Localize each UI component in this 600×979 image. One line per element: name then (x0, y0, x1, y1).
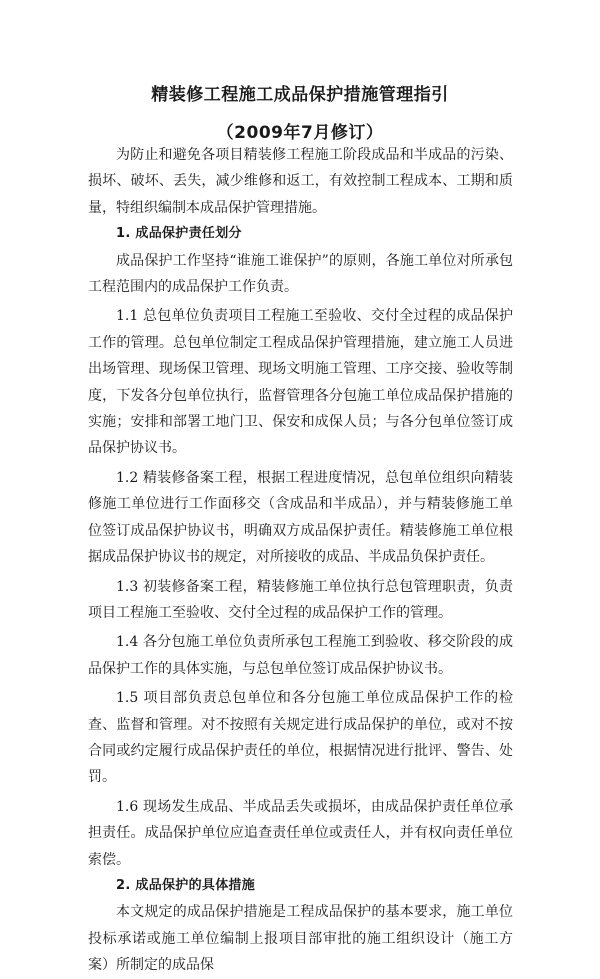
intro-paragraph: 为防止和避免各项目精装修工程施工阶段成品和半成品的污染、损坏、破坏、丢失，减少维修和返工，有效控制工程成本、工期和质量，特组织编制本成品保护管理措施。 (88, 147, 513, 216)
document-subtitle: （2009年7月修订） (216, 123, 384, 143)
clause-1-4-paragraph: 1.4 各分包施工单位负责所承包工程施工到验收、移交阶段的成品保护工作的具体实施，与总包单位签订成品保护协议书。 (88, 634, 513, 677)
section-heading-2: 2. 成品保护的具体措施 (116, 877, 256, 893)
clause-1-5-paragraph: 1.5 项目部负责总包单位和各分包施工单位成品保护工作的检查、监督和管理。对不按照有关规定进行成品保护的单位，或对不按合同或约定履行成品保护责任的单位，根据情况进行批评、警告、处罚。 (88, 690, 513, 786)
section-2-intro-paragraph: 本文规定的成品保护措施是工程成品保护的基本要求，施工单位投标承诺或施工单位编制上报项目部审批的施工组织设计（施工方案）所制定的成品保 (88, 904, 513, 974)
clause-1-2-paragraph: 1.2 精装修备案工程，根据工程进度情况，总包单位组织向精装修施工单位进行工作面移交（含成品和半成品），并与精装修施工单位签订成品保护协议书，明确双方成品保护责任。精装修施工单位根据成品保护协议书的规定，对所接收的成品、半成品负保护责任。 (88, 469, 513, 566)
clause-1-6-paragraph: 1.6 现场发生成品、半成品丢失或损坏，由成品保护责任单位承担责任。成品保护单位应追查责任单位或责任人，并有权向责任单位索偿。 (88, 798, 513, 868)
section-1-intro-paragraph: 成品保护工作坚持“谁施工谁保护”的原则，各施工单位对所承包工程范围内的成品保护工作负责。 (88, 252, 513, 296)
document-title: 精装修工程施工成品保护措施管理指引 (151, 85, 449, 105)
document-body (88, 142, 513, 979)
clause-1-3-paragraph: 1.3 初装修备案工程，精装修施工单位执行总包管理职责，负责项目工程施工至验收、交付全过程的成品保护工作的管理。 (88, 578, 513, 621)
section-heading-1: 1. 成品保护责任划分 (116, 226, 242, 242)
clause-1-1-paragraph: 1.1 总包单位负责项目工程施工至验收、交付全过程的成品保护工作的管理。总包单位制定工程成品保护管理措施，建立施工人员进出场管理、现场保卫管理、现场文明施工管理、工序交接、验收等制度，下发各分包单位执行，监督管理各分包施工单位成品保护措施的实施；安排和部署工地门卫、保安和成保人员；与各分包单位签订成品保护协议书。 (88, 308, 513, 457)
